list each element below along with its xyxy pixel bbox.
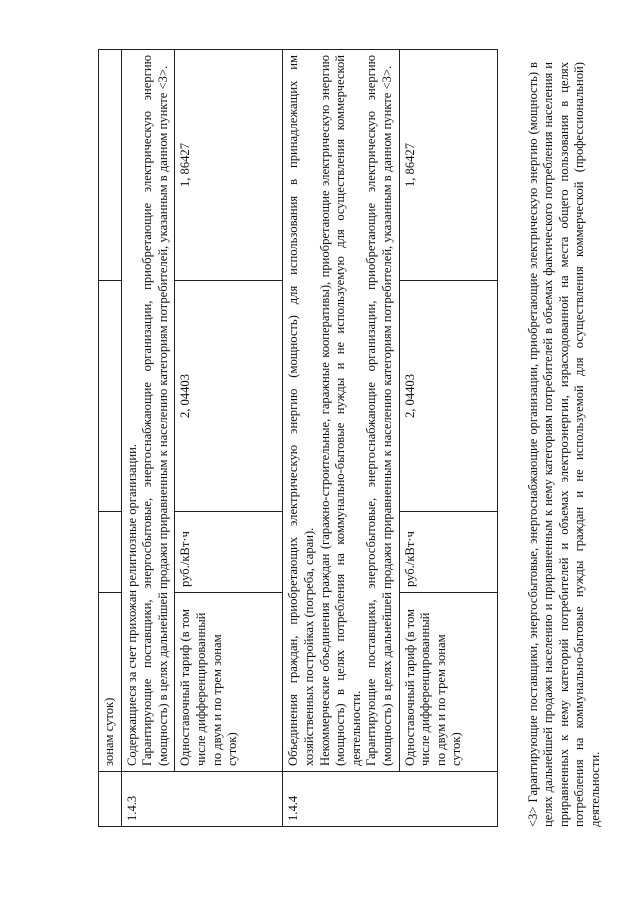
number-cell (99, 772, 122, 827)
table-row (121, 50, 175, 827)
value-cell-1: 2, 04403 (175, 281, 283, 512)
tariff-table (98, 49, 498, 827)
description-line: Содержащиеся за счет прихожан религиозные организации. (124, 444, 139, 766)
tariff-name-cell: зонам суток) (99, 593, 122, 772)
tariff-name-cell: Одноставочный тариф (в том числе дифференцированный по двум и по трем зонам суток) (175, 593, 283, 772)
value-cell-2: 1, 86427 (175, 50, 283, 281)
value-cell-1 (99, 281, 122, 512)
footnote: <3> Гарантирующие поставщики, энергосбытовые, энергоснабжающие организации, приобретающие электрическую энергию (мощность) в целях дальнейшей продажи населению и приравненным к нему категориям потребителей в объемах фактического потребления населения и приравненных к нему категорий потребителей и объемах электроэнергии, израсходованной на места общего пользования в целях потребления на коммунально-бытовые нужды граждан и не используемой для осуществления коммерческой (профессиональной) деятельности. (526, 62, 602, 827)
value-cell-2: 1, 86427 (399, 50, 497, 281)
value-cell-1: 2, 04403 (399, 281, 497, 512)
unit-cell: руб./кВт·ч (399, 512, 497, 593)
description-line: Гарантирующие поставщики, энергосбытовые, энергоснабжающие организации, приобретающие электрическую энергию (мощность) в целях дальнейшей продажи приравненным к населению категориям потребителей, указанным в данном пункте <3>. (364, 55, 394, 766)
tariff-name-cell: Одноставочный тариф (в том числе дифференцированный по двум и по трем зонам суток) (399, 593, 497, 772)
description-line: Гарантирующие поставщики, энергосбытовые, энергоснабжающие организации, приобретающие электрическую энергию (мощность) в целях дальнейшей продажи приравненным к населению категориям потребителей, указанным в данном пункте <3>. (140, 55, 170, 766)
table-row (283, 50, 399, 827)
category-description (121, 50, 175, 772)
unit-cell (99, 512, 122, 593)
row-number: 1.4.3 (121, 772, 283, 827)
row-number: 1.4.4 (283, 772, 497, 827)
table-row (399, 50, 497, 827)
description-line: Некоммерческие объединения граждан (гаражно-строительные, гаражные кооперативы), приобретающие электрическую энергию (мощность) в целях потребления на коммунально-бытовые нужды и не используемую для осуществления коммерческой деятельности. (317, 55, 363, 766)
description-line: Объединения граждан, приобретающих электрическую энергию (мощность) для использования в принадлежащих им хозяйственных постройках (погреба, сараи). (286, 55, 316, 766)
category-description (283, 50, 399, 772)
table-row (99, 50, 122, 827)
value-cell-2 (99, 50, 122, 281)
table-row (175, 50, 283, 827)
unit-cell: руб./кВт·ч (175, 512, 283, 593)
